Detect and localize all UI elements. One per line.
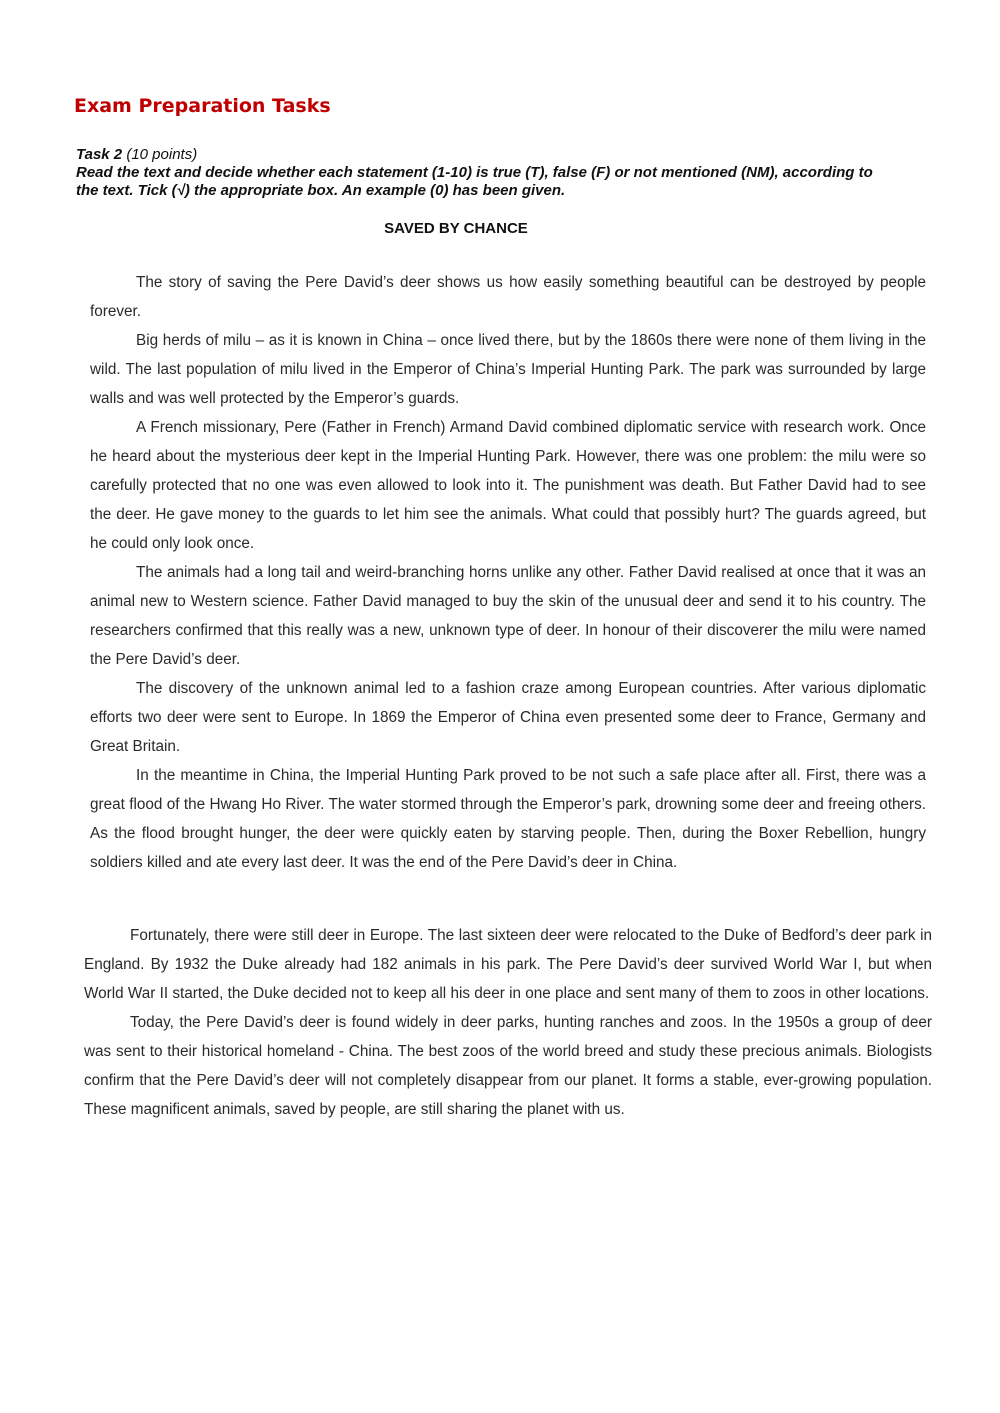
task-label: Task 2 xyxy=(76,146,123,163)
article-body-part1 xyxy=(90,268,926,877)
task-points: (10 points) xyxy=(126,146,198,163)
paragraph-6: In the meantime in China, the Imperial Hunting Park proved to be not such a safe place after all. First, there was a great flood of the Hwang Ho River. The water stormed through the Emperor’s park, drowning some deer and freeing others. As the flood brought hunger, the deer were quickly eaten by starving people. Then, during the Boxer Rebellion, hungry soldiers killed and ate every last deer. It was the end of the Pere David’s deer in China. xyxy=(90,767,926,871)
task-instruction-text: Read the text and decide whether each statement (1-10) is true (T), false (F) or not mentioned (NM), according to the text. Tick (√) the appropriate box. An example (0) has been given. xyxy=(76,164,873,199)
paragraph-7: Fortunately, there were still deer in Europe. The last sixteen deer were relocated to the Duke of Bedford’s deer park in England. By 1932 the Duke already had 182 animals in his park. The Pere David’s deer survived World War I, but when World War II started, the Duke decided not to keep all his deer in one place and sent many of them to zoos in other locations. xyxy=(84,927,932,1002)
paragraph-2: Big herds of milu – as it is known in China – once lived there, but by the 1860s there were none of them living in the wild. The last population of milu lived in the Emperor of China’s Imperial Hunting Park. The park was surrounded by large walls and was well protected by the Emperor’s guards. xyxy=(90,332,926,407)
page-title: Exam Preparation Tasks xyxy=(74,95,331,117)
paragraph-3: A French missionary, Pere (Father in French) Armand David combined diplomatic service with research work. Once he heard about the mysterious deer kept in the Imperial Hunting Park. However, there was one problem: the milu were so carefully protected that no one was even allowed to look into it. The punishment was death. But Father David had to see the deer. He gave money to the guards to let him see the animals. What could that possibly hurt? The guards agreed, but he could only look once. xyxy=(90,419,926,552)
paragraph-4: The animals had a long tail and weird-branching horns unlike any other. Father David realised at once that it was an animal new to Western science. Father David managed to buy the skin of the unusual deer and send it to his country. The researchers confirmed that this really was a new, unknown type of deer. In honour of their discoverer the milu were named the Pere David’s deer. xyxy=(90,564,926,668)
paragraph-5: The discovery of the unknown animal led to a fashion craze among European countries. After various diplomatic efforts two deer were sent to Europe. In 1869 the Emperor of China even presented some deer to France, Germany and Great Britain. xyxy=(90,680,926,755)
task-instructions xyxy=(76,146,876,200)
paragraph-1: The story of saving the Pere David’s deer shows us how easily something beautiful can be destroyed by people forever. xyxy=(90,274,926,320)
task-heading xyxy=(76,146,876,164)
paragraph-8: Today, the Pere David’s deer is found widely in deer parks, hunting ranches and zoos. In the 1950s a group of deer was sent to their historical homeland - China. The best zoos of the world breed and study these precious animals. Biologists confirm that the Pere David’s deer will not completely disappear from our planet. It forms a stable, ever-growing population. These magnificent animals, saved by people, are still sharing the planet with us. xyxy=(84,1014,932,1118)
article-body-part2 xyxy=(84,921,932,1124)
story-title: SAVED BY CHANCE xyxy=(384,220,528,237)
